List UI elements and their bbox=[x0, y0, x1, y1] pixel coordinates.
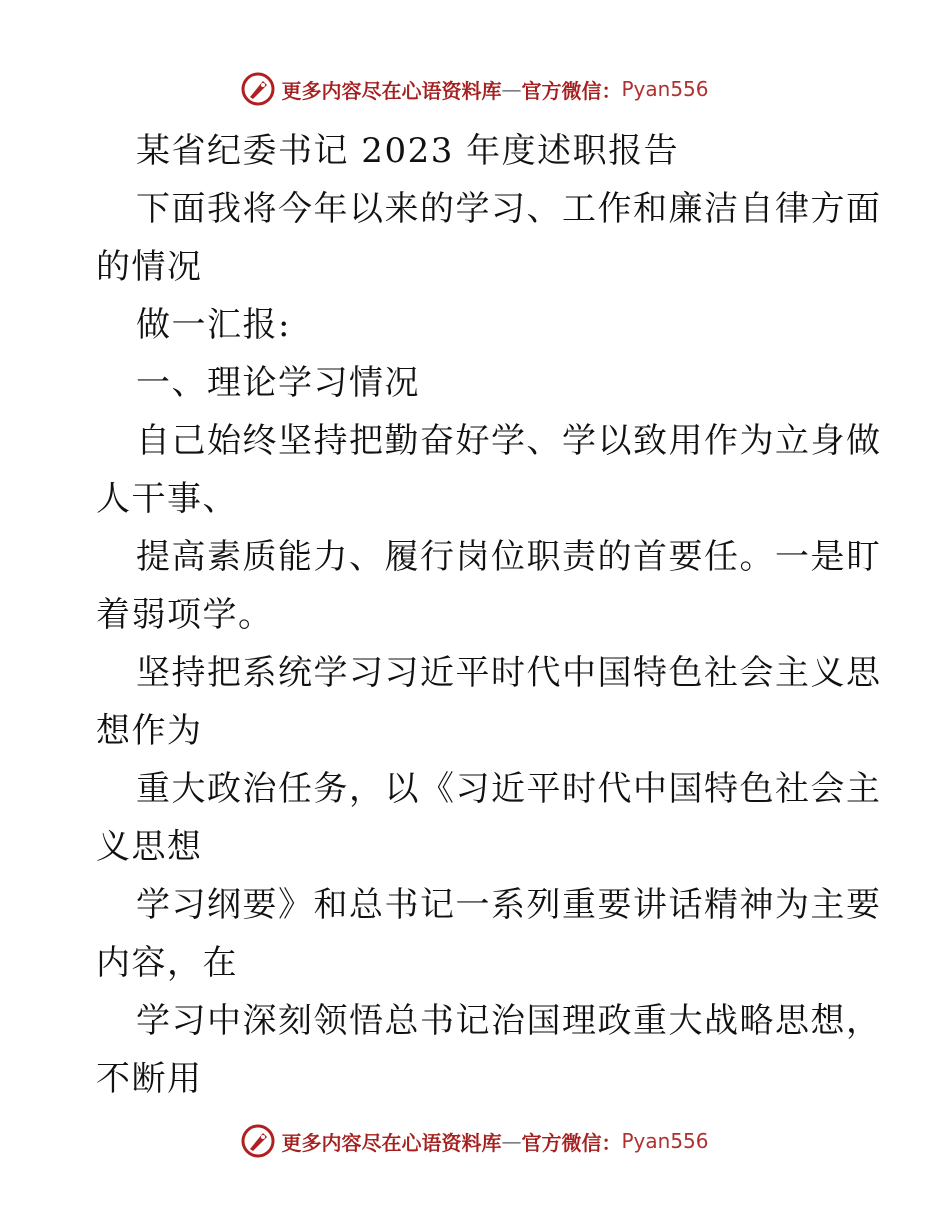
paragraph-line: 学习纲要》和总书记一系列重要讲话精神为主要 bbox=[136, 885, 882, 925]
footer-watermark bbox=[0, 1124, 950, 1158]
watermark-separator: — bbox=[501, 77, 522, 101]
paragraph-line: 想作为 bbox=[96, 711, 203, 751]
paragraph-line: 义思想 bbox=[96, 827, 203, 867]
paragraph-line: 下面我将今年以来的学习、工作和廉洁自律方面 bbox=[136, 189, 882, 229]
paragraph-line: 内容，在 bbox=[96, 943, 238, 983]
header-watermark bbox=[0, 72, 950, 106]
paragraph-line: 做一汇报: bbox=[136, 305, 291, 345]
paragraph-line: 重大政治任务，以《习近平时代中国特色社会主 bbox=[136, 769, 882, 809]
paragraph-line: 坚持把系统学习习近平时代中国特色社会主义思 bbox=[136, 653, 882, 693]
document-title: 某省纪委书记 2023 年度述职报告 bbox=[136, 131, 680, 171]
pen-nib-logo-icon bbox=[241, 72, 275, 106]
watermark-wechat-label: 官方微信： bbox=[521, 1130, 622, 1155]
paragraph-line: 的情况 bbox=[96, 247, 203, 287]
paragraph-line: 人干事、 bbox=[96, 479, 238, 519]
watermark-text: 更多内容尽在心语资料库 bbox=[281, 1130, 502, 1155]
watermark-wechat-label: 官方微信： bbox=[521, 78, 622, 103]
paragraph-line: 着弱项学。 bbox=[96, 595, 274, 635]
watermark-wechat-id: Pyan556 bbox=[621, 1129, 709, 1153]
document-body bbox=[96, 122, 882, 1108]
pen-nib-logo-icon bbox=[241, 1124, 275, 1158]
watermark-separator: — bbox=[501, 1129, 522, 1153]
paragraph-line: 自己始终坚持把勤奋好学、学以致用作为立身做 bbox=[136, 421, 882, 461]
paragraph-line: 学习中深刻领悟总书记治国理政重大战略思想， bbox=[136, 1001, 882, 1041]
section-heading: 一、理论学习情况 bbox=[136, 363, 420, 403]
paragraph-line: 不断用 bbox=[96, 1059, 203, 1099]
paragraph-line: 提高素质能力、履行岗位职责的首要任。一是盯 bbox=[136, 537, 882, 577]
watermark-wechat-id: Pyan556 bbox=[621, 77, 709, 101]
watermark-text: 更多内容尽在心语资料库 bbox=[281, 78, 502, 103]
